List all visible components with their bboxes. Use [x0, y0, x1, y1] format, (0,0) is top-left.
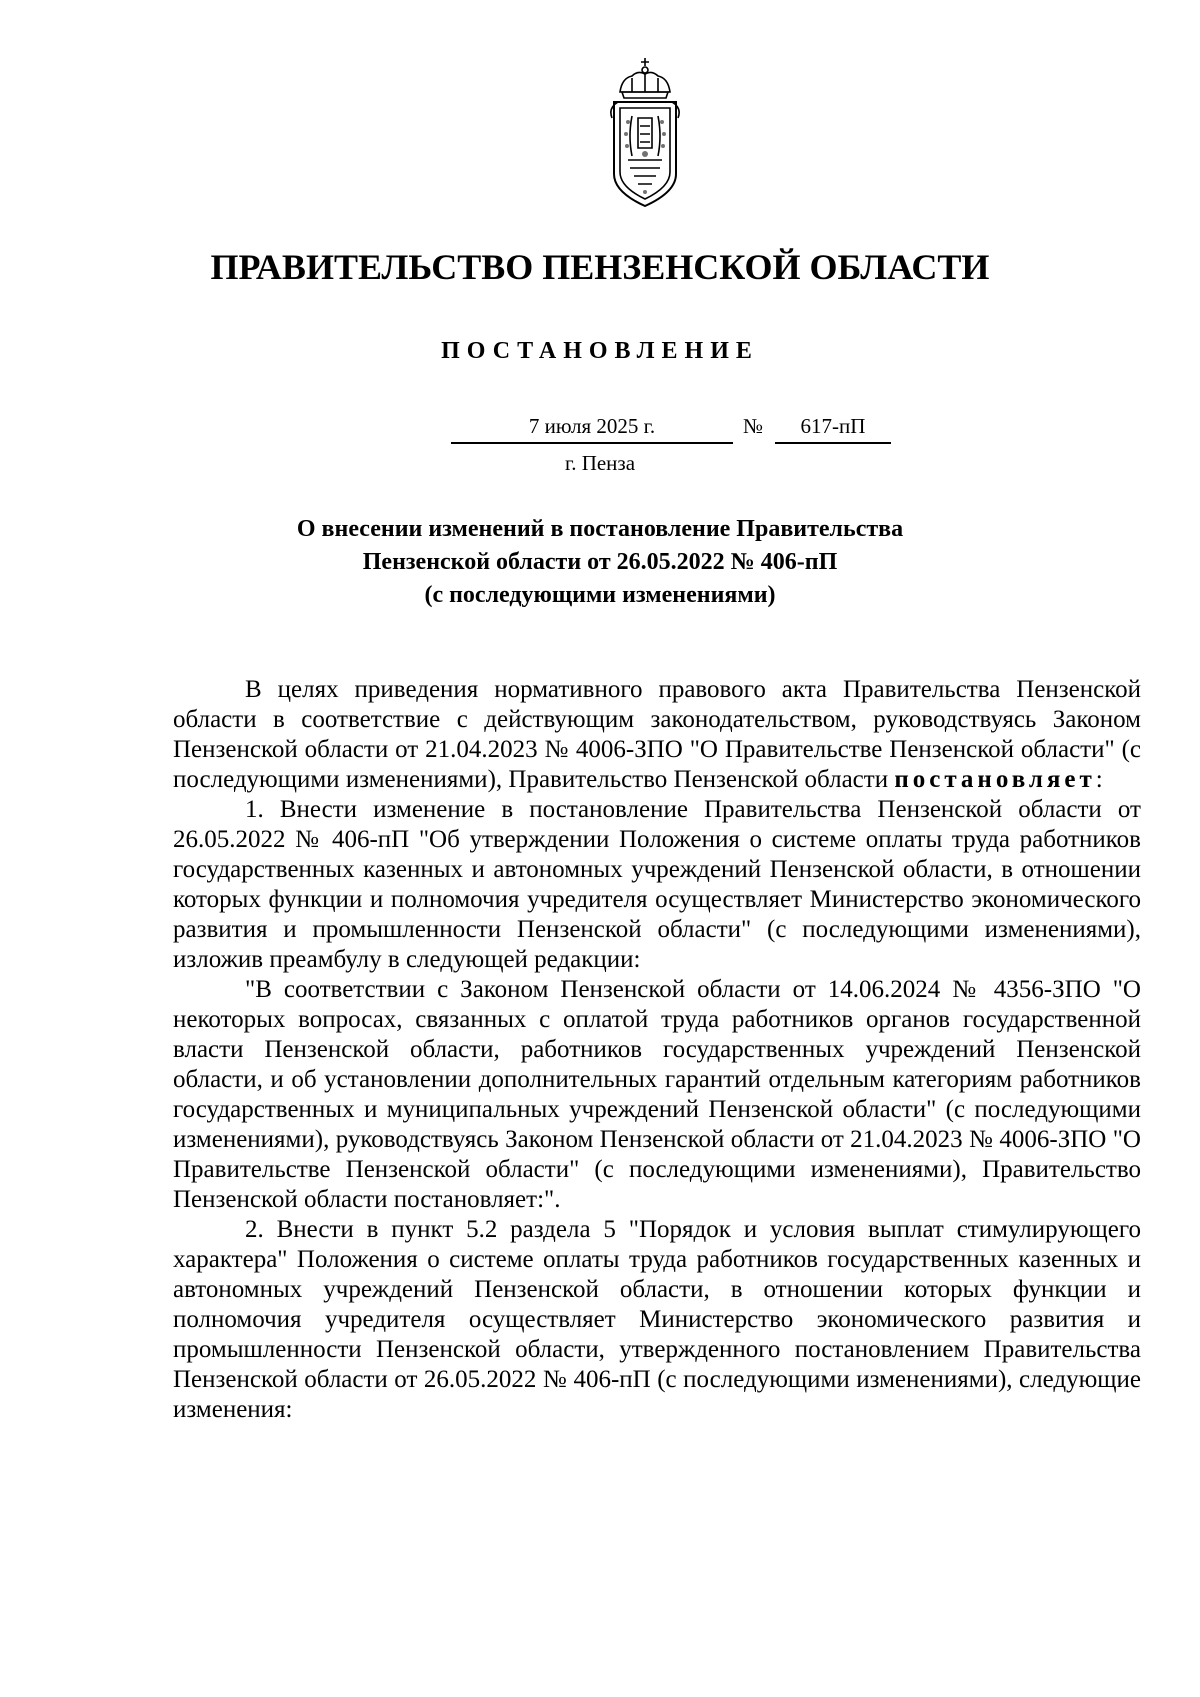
- preamble-end: :: [1095, 766, 1103, 793]
- document-body: [173, 675, 1141, 1425]
- document-type: ПОСТАНОВЛЕНИЕ: [441, 338, 759, 364]
- city: г. Пенза: [564, 451, 636, 475]
- preamble-keyword: постановляет: [894, 766, 1096, 793]
- number-sign: №: [743, 414, 764, 438]
- preamble-paragraph: [173, 675, 1141, 795]
- heading-line-3: (с последующими изменениями): [424, 582, 776, 608]
- preamble-text: В целях приведения нормативного правового акта Правительства Пензенской области в соответствие с действующим законодательством, руководствуясь Законом Пензенской области от 21.04.2023 № 4006-ЗПО "О Правительстве Пензенской области" (с последующими изменениями), Правительство Пензенской области: [173, 676, 1141, 793]
- organization-title: ПРАВИТЕЛЬСТВО ПЕНЗЕНСКОЙ ОБЛАСТИ: [210, 247, 990, 287]
- coat-of-arms-icon: [602, 56, 688, 212]
- quote-paragraph: "В соответствии с Законом Пензенской области от 14.06.2024 № 4356-ЗПО "О некоторых вопросах, связанных с оплатой труда работников органов государственной власти Пензенской области, работников государственных учреждений Пензенской области, и об установлении дополнительных гарантий отдельным категориям работников государственных и муниципальных учреждений Пензенской области" (с последующими изменениями), руководствуясь Законом Пензенской области от 21.04.2023 № 4006-ЗПО "О Правительстве Пензенской области" (с последующими изменениями), Правительство Пензенской области постановляет:".: [173, 976, 1141, 1213]
- item-1-paragraph: 1. Внести изменение в постановление Правительства Пензенской области от 26.05.2022 № 406-пП "Об утверждении Положения о системе оплаты труда работников государственных казенных и автономных учреждений Пензенской области, в отношении которых функции и полномочия учредителя осуществляет Министерство экономического развития и промышленности Пензенской области" (с последующими изменениями), изложив преамбулу в следующей редакции:: [173, 796, 1141, 973]
- heading-line-2: Пензенской области от 26.05.2022 № 406-пП: [362, 549, 838, 575]
- document-date: 7 июля 2025 г.: [451, 414, 733, 444]
- date-number-line: [0, 414, 1200, 444]
- document-heading: [0, 513, 1200, 612]
- document-number: 617-пП: [775, 414, 891, 444]
- item-2-paragraph: 2. Внести в пункт 5.2 раздела 5 "Порядок и условия выплат стимулирующего характера" Положения о системе оплаты труда работников государственных казенных и автономных учреждений Пензенской области, в отношении которых функции и полномочия учредителя осуществляет Министерство экономического развития и промышленности Пензенской области, утвержденного постановлением Правительства Пензенской области от 26.05.2022 № 406-пП (с последующими изменениями), следующие изменения:: [173, 1216, 1141, 1423]
- heading-line-1: О внесении изменений в постановление Правительства: [296, 516, 904, 542]
